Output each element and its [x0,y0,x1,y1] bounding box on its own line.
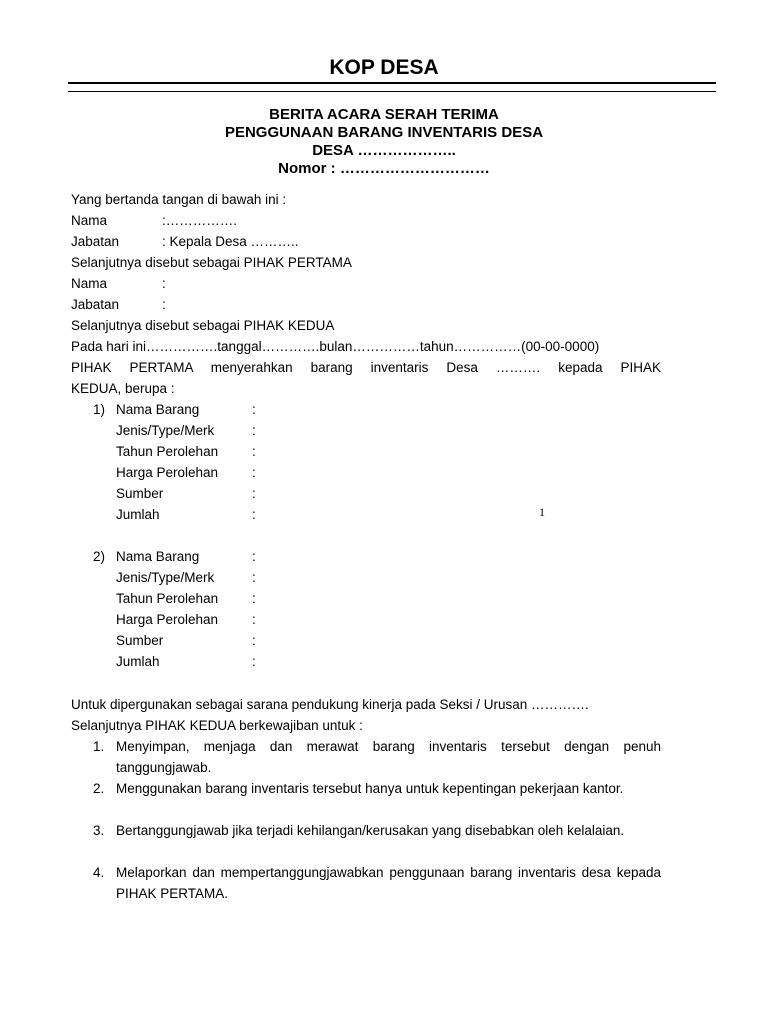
party1-jabatan-value: : Kepala Desa ……….. [162,234,299,249]
item-field-label: Sumber [116,486,164,501]
item-field-label: Nama Barang [116,549,200,564]
item-field-label: Tahun Perolehan [116,591,219,606]
party2-jabatan-value: : [162,297,166,312]
party1-description: Selanjutnya disebut sebagai PIHAK PERTAMA [71,255,352,270]
letterhead-title: KOP DESA [329,56,439,79]
obligation-item-2 [93,778,661,799]
document-title [0,106,768,178]
obligation-item-1 [93,736,661,778]
letterhead-rule-thin [68,91,716,92]
letterhead-rule-thick [68,82,716,84]
item-field-label: Tahun Perolehan [116,444,219,459]
purpose-text: Untuk dipergunakan sebagai sarana pendukung kinerja pada Seksi / Urusan …………. [71,697,589,712]
obligation-number: 3. [93,823,105,838]
obligation-text: Menggunakan barang inventaris tersebut hanya untuk kepentingan pekerjaan kantor. [116,781,624,796]
item-field-colon: : [252,486,256,501]
obligation-number: 4. [93,865,105,880]
obligation-intro: Selanjutnya PIHAK KEDUA berkewajiban untuk : [71,718,363,733]
title-line-4: Nomor : ………………………… [278,160,490,177]
item-field-colon: : [252,612,256,627]
item-field-colon: : [252,465,256,480]
item-field-label: Harga Perolehan [116,465,219,480]
item-field-label: Nama Barang [116,402,200,417]
item-field-label: Jumlah [116,654,160,669]
title-line-1: BERITA ACARA SERAH TERIMA [269,106,499,123]
item-number: 1) [93,402,106,417]
party1-nama-value: :……………. [162,213,238,228]
item-number: 2) [93,549,106,564]
obligation-number: 2. [93,781,105,796]
item-field-colon: : [252,402,256,417]
party2-nama-label: Nama [71,276,108,291]
date-line: Pada hari ini…………….tanggal………….bulan……………tahun……………(00-00-0000) [71,339,600,354]
party2-nama-row [71,273,166,294]
party2-jabatan-row [71,294,166,315]
handover-line-1: PIHAK PERTAMA menyerahkan barang inventaris Desa ………. kepada PIHAK [71,360,661,375]
party1-nama-label: Nama [71,213,108,228]
item-field-label: Sumber [116,633,164,648]
party2-nama-value: : [162,276,166,291]
item-field-label: Jenis/Type/Merk [116,423,215,438]
item-field-label: Jumlah [116,507,160,522]
obligation-text: Bertanggungjawab jika terjadi kehilangan/kerusakan yang disebabkan oleh kelalaian. [116,823,625,838]
item-field-colon: : [252,507,256,522]
item-field-colon: : [252,633,256,648]
item-field-colon: : [252,591,256,606]
item-field-colon: : [252,423,256,438]
item-field-label: Harga Perolehan [116,612,219,627]
obligation-item-4 [93,862,661,904]
item-field-label: Jenis/Type/Merk [116,570,215,585]
obligation-text: Menyimpan, menjaga dan merawat barang inventaris tersebut dengan penuh tanggungjawab. [116,739,661,775]
item-field-colon: : [252,549,256,564]
party1-nama-row [71,210,237,231]
obligation-text: Melaporkan dan mempertanggungjawabkan penggunaan barang inventaris desa kepada PIHAK PERTAMA. [116,865,661,901]
party1-jabatan-row [71,231,299,252]
title-line-2: PENGGUNAAN BARANG INVENTARIS DESA [224,124,544,141]
item-field-colon: : [252,654,256,669]
item-field-colon: : [252,444,256,459]
intro-text: Yang bertanda tangan di bawah ini : [71,192,287,207]
obligation-item-3 [93,820,661,841]
party2-description: Selanjutnya disebut sebagai PIHAK KEDUA [71,318,335,333]
title-line-3: DESA ……………….. [312,142,456,159]
obligation-number: 1. [93,739,105,754]
item-field-colon: : [252,570,256,585]
page-number: 1 [539,505,545,519]
party2-jabatan-label: Jabatan [71,297,120,312]
party1-jabatan-label: Jabatan [71,234,120,249]
handover-line-2: KEDUA, berupa : [71,381,175,396]
